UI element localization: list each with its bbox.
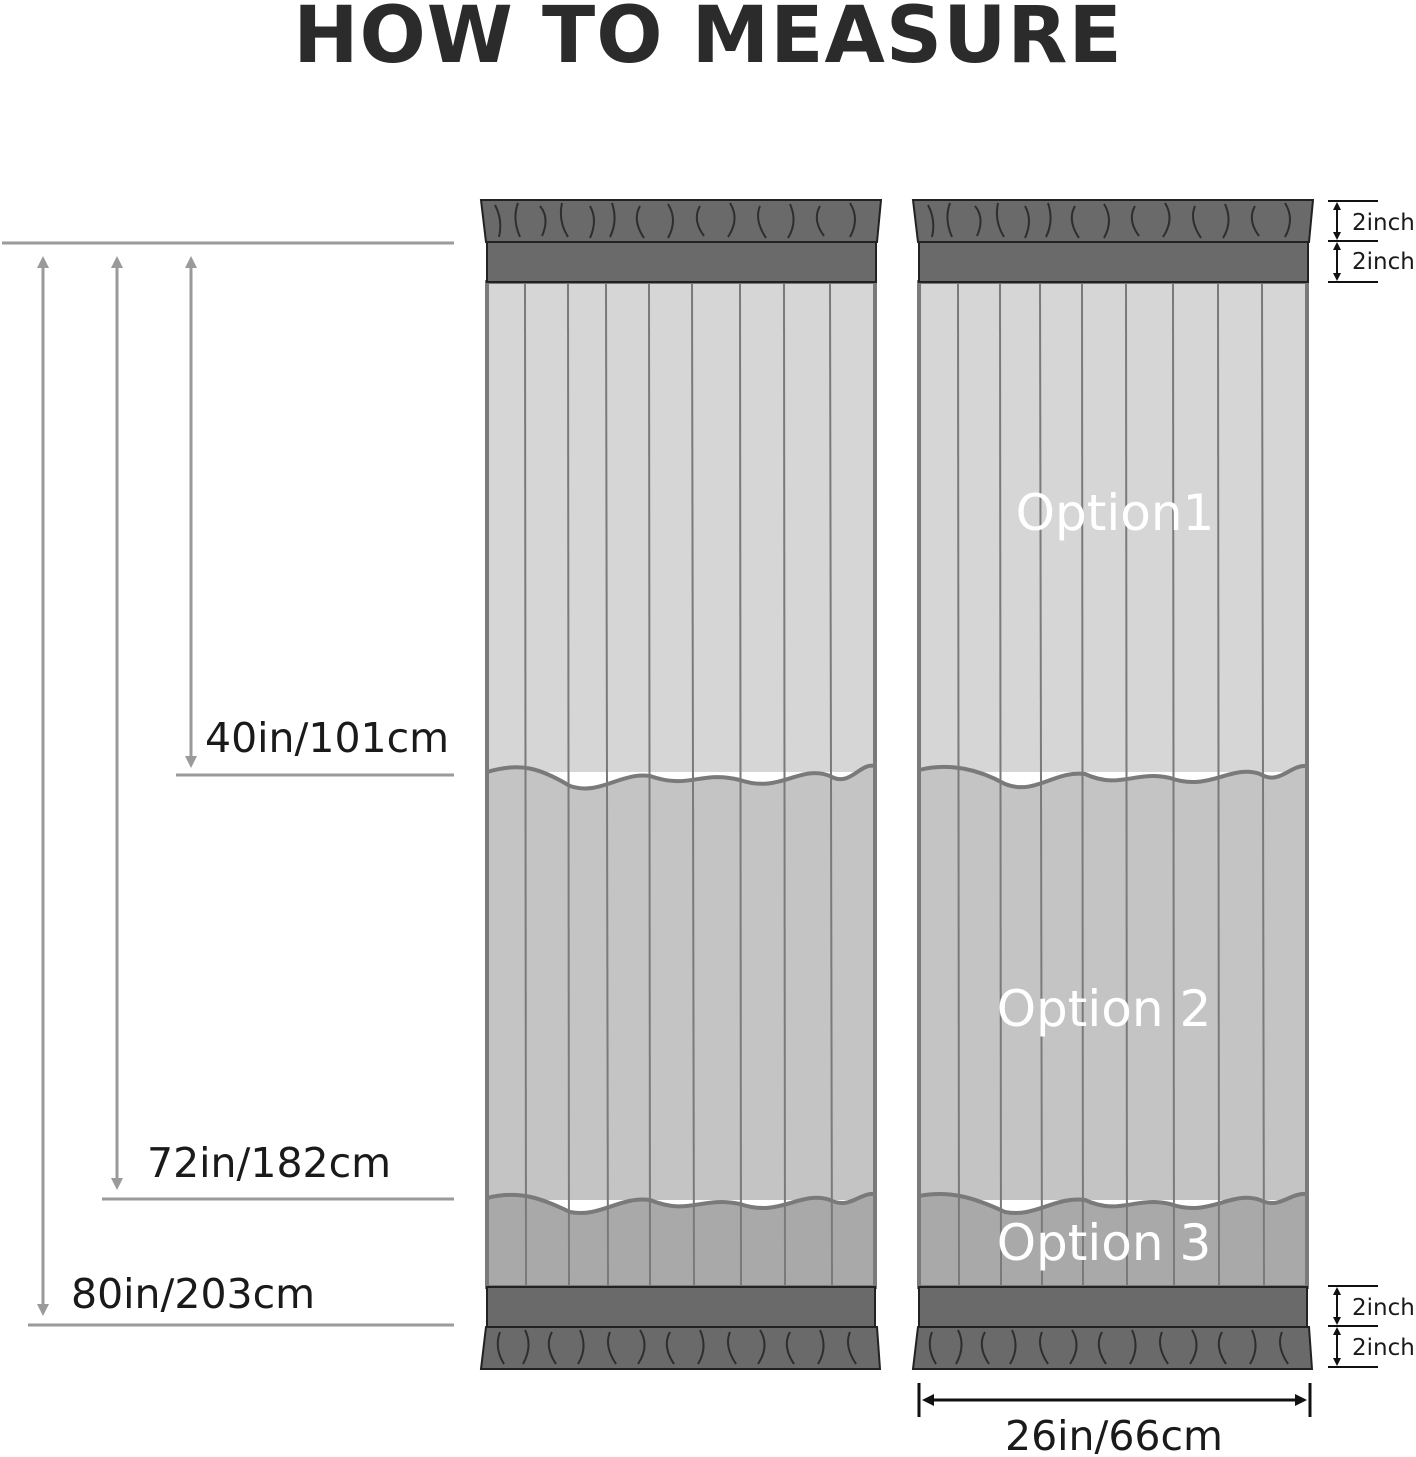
length-label-40: 40in/101cm: [205, 714, 450, 762]
curtain-panel-right: [913, 200, 1313, 1369]
header-label-bottom-1: 2inch: [1352, 1295, 1415, 1321]
option-1-label: Option1: [1015, 484, 1215, 542]
curtain-panel-left: [481, 200, 881, 1369]
header-label-top-1: 2inch: [1352, 210, 1415, 236]
width-label: 26in/66cm: [1004, 1412, 1224, 1457]
length-label-72: 72in/182cm: [147, 1139, 392, 1187]
option-2-label: Option 2: [996, 980, 1212, 1038]
header-label-bottom-2: 2inch: [1352, 1335, 1415, 1361]
option-3-label: Option 3: [996, 1214, 1212, 1272]
header-label-top-2: 2inch: [1352, 249, 1415, 275]
page-title: HOW TO MEASURE: [293, 0, 1123, 81]
length-label-80: 80in/203cm: [71, 1270, 316, 1318]
